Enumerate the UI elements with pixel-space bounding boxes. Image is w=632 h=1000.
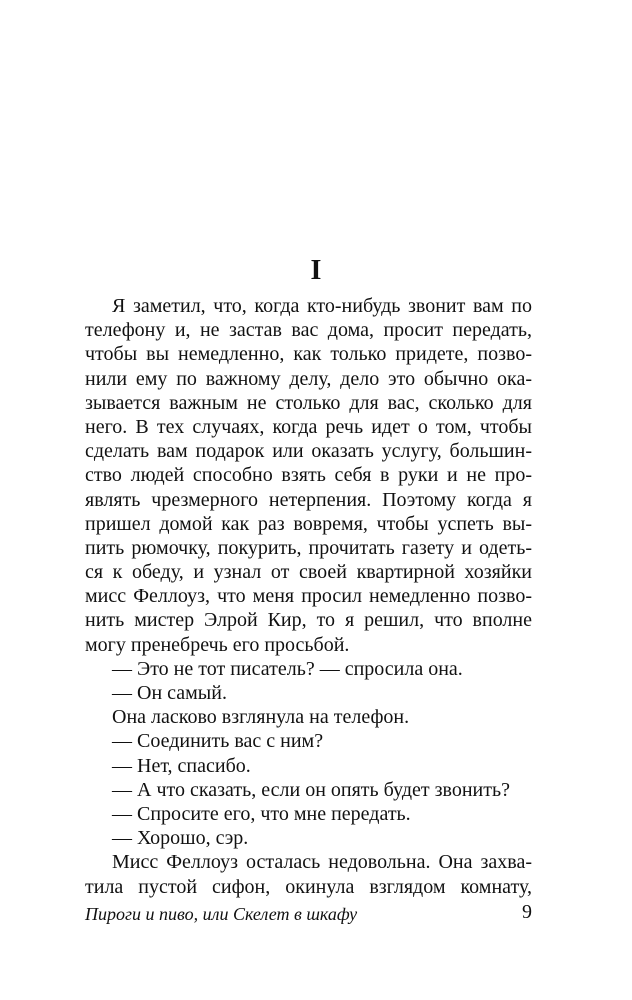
- text-line: — Нет, спасибо.: [112, 754, 251, 777]
- text-line: зывается важным не столько для вас, сколько для: [85, 391, 532, 414]
- text-line: чтобы вы немедленно, как только придете, позво-: [85, 343, 532, 366]
- text-line: нить мистер Элрой Кир, то я решил, что вполне: [85, 609, 532, 632]
- text-line: — Хорошо, сэр.: [112, 827, 249, 850]
- text-line: Она ласково взглянула на телефон.: [112, 706, 410, 729]
- page-number: 9: [522, 901, 532, 923]
- text-line: нили ему по важному делу, дело это обычно ока-: [85, 367, 532, 390]
- text-line: пить рюмочку, покурить, прочитать газету и одеть-: [85, 536, 532, 559]
- text-line: — Соединить вас с ним?: [112, 730, 324, 753]
- text-line: — Это не тот писатель? — спросила она.: [112, 657, 463, 680]
- text-line: него. В тех случаях, когда речь идет о том, чтобы: [85, 415, 532, 438]
- text-line: являть чрезмерного нетерпения. Поэтому когда я: [85, 488, 532, 511]
- text-line: Я заметил, что, когда кто-нибудь звонит вам по: [112, 295, 532, 317]
- text-line: ство людей способно взять себя в руки и не про-: [85, 464, 532, 487]
- text-line: телефону и, не застав вас дома, просит передать,: [85, 319, 532, 342]
- text-line: могу пренебречь его просьбой.: [85, 633, 350, 656]
- text-line: мисс Феллоуз, что меня просил немедленно позво-: [85, 585, 532, 608]
- text-line: тила пустой сифон, окинула взглядом комнату,: [85, 875, 532, 898]
- chapter-heading: I: [310, 255, 322, 286]
- running-footer-title: Пироги и пиво, или Скелет в шкафу: [85, 904, 358, 924]
- body-text: [85, 294, 532, 899]
- text-line: Мисс Феллоуз осталась недовольна. Она захва-: [112, 851, 532, 874]
- text-line: — А что сказать, если он опять будет звонить?: [112, 778, 510, 801]
- text-line: — Он самый.: [112, 682, 227, 704]
- text-line: ся к обеду, и узнал от своей квартирной хозяйки: [85, 561, 532, 584]
- text-line: пришел домой как раз вовремя, чтобы успеть вы-: [85, 512, 532, 535]
- text-line: сделать вам подарок или оказать услугу, большин-: [85, 440, 532, 463]
- text-line: — Спросите его, что мне передать.: [112, 802, 411, 825]
